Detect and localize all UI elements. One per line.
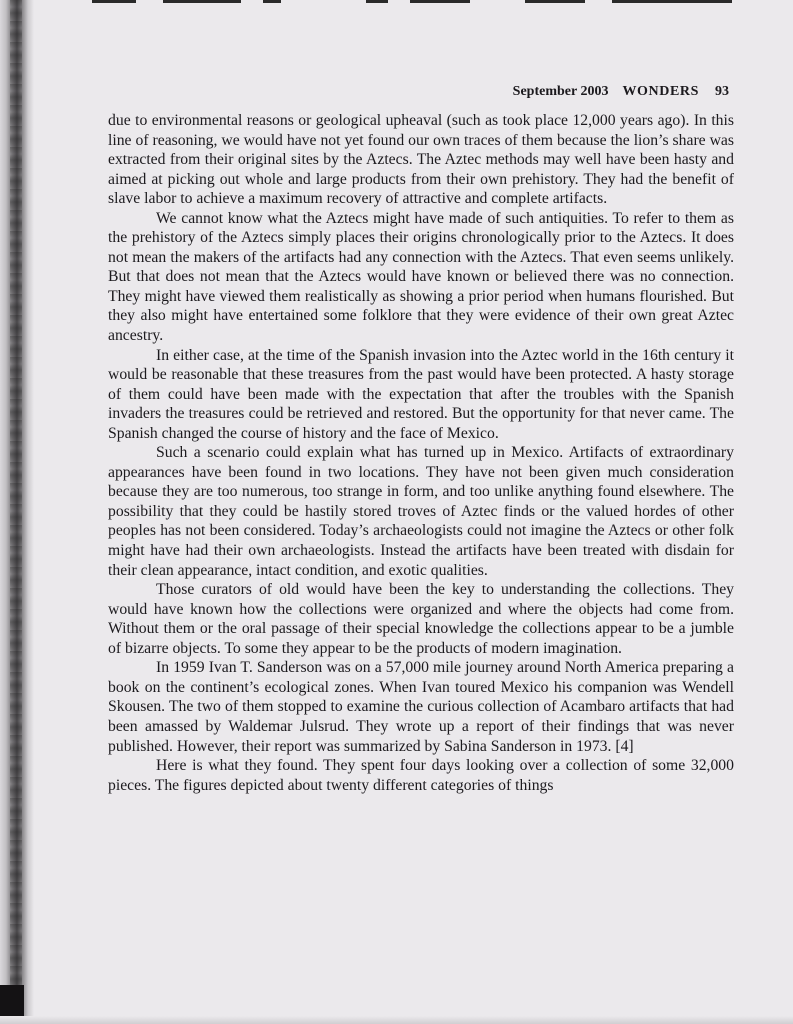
binding-speckle	[10, 0, 22, 1024]
page-bottom-edge	[0, 1016, 793, 1024]
header-journal-title: WONDERS	[622, 84, 699, 99]
paragraph-6: In 1959 Ivan T. Sanderson was on a 57,000 mile journey around North America preparing a book on the continent’s ecological zones. When Ivan toured Mexico his companion was Wendell Skousen. The two of them stopped to examine the curious collection of Acambaro artifacts that had been amassed by Waldemar Julsrud. They wrote up a report of their findings that was never published. However, their report was summarized by Sabina Sanderson in 1973. [4]	[108, 659, 734, 755]
scan-top-edge-marks	[0, 0, 793, 4]
paragraph-4: Such a scenario could explain what has turned up in Mexico. Artifacts of extraordinary appearances have been found in two locations. They have not been given much consideration because they are too numerous, too strange in form, and too unlike anything found elsewhere. The possibility that they could be hastily stored troves of Aztec finds or the valued hordes of other peoples has not been considered. Today’s archaeologists could not imagine the Aztecs or other folk might have had their own archaeologists. Instead the artifacts have been treated with disdain for their clean appearance, intact condition, and exotic qualities.	[108, 444, 734, 579]
header-date: September 2003	[512, 84, 609, 99]
paragraph-2: We cannot know what the Aztecs might have made of such antiquities. To refer to them as the prehistory of the Aztecs simply places their origins chronologically prior to the Aztecs. It does not mean the makers of the artifacts had any connection with the Aztecs. That even seems unlikely. But that does not mean that the Aztecs would have known or believed there was no connection. They might have viewed them realistically as showing a prior period when humans flourished. But they also might have entertained some folklore that they were evidence of their own great Aztec ancestry.	[108, 209, 734, 345]
paragraph-5: Those curators of old would have been the key to understanding the collections. They would have known how the collections were organized and where the objects had come from. Without them or the oral passage of their special knowledge the collections appear to be a jumble of bizarre objects. To some they appear to be the products of modern imagination.	[108, 581, 734, 657]
paragraph-3: In either case, at the time of the Spanish invasion into the Aztec world in the 16th century it would be reasonable that these treasures from the past would have been protected. A hasty storage of them could have been made with the expectation that after the troubles with the Spanish invaders the treasures could be retrieved and restored. But the opportunity for that never came. The Spanish changed the course of history and the face of Mexico.	[108, 346, 734, 442]
header-page-number: 93	[715, 84, 729, 99]
running-header	[513, 84, 729, 100]
paragraph-1: due to environmental reasons or geological upheaval (such as took place 12,000 years ago). In this line of reasoning, we would have not yet found our own traces of them because the lion’s share was extracted from their original sites by the Aztecs. The Aztec methods may well have been hasty and aimed at picking out whole and large products from their own prehistory. They had the benefit of slave labor to achieve a maximum recovery of attractive and complete artifacts.	[108, 112, 734, 208]
body-text	[108, 111, 734, 795]
paragraph-7: Here is what they found. They spent four days looking over a collection of some 32,000 pieces. The figures depicted about twenty different categories of things	[108, 757, 734, 794]
